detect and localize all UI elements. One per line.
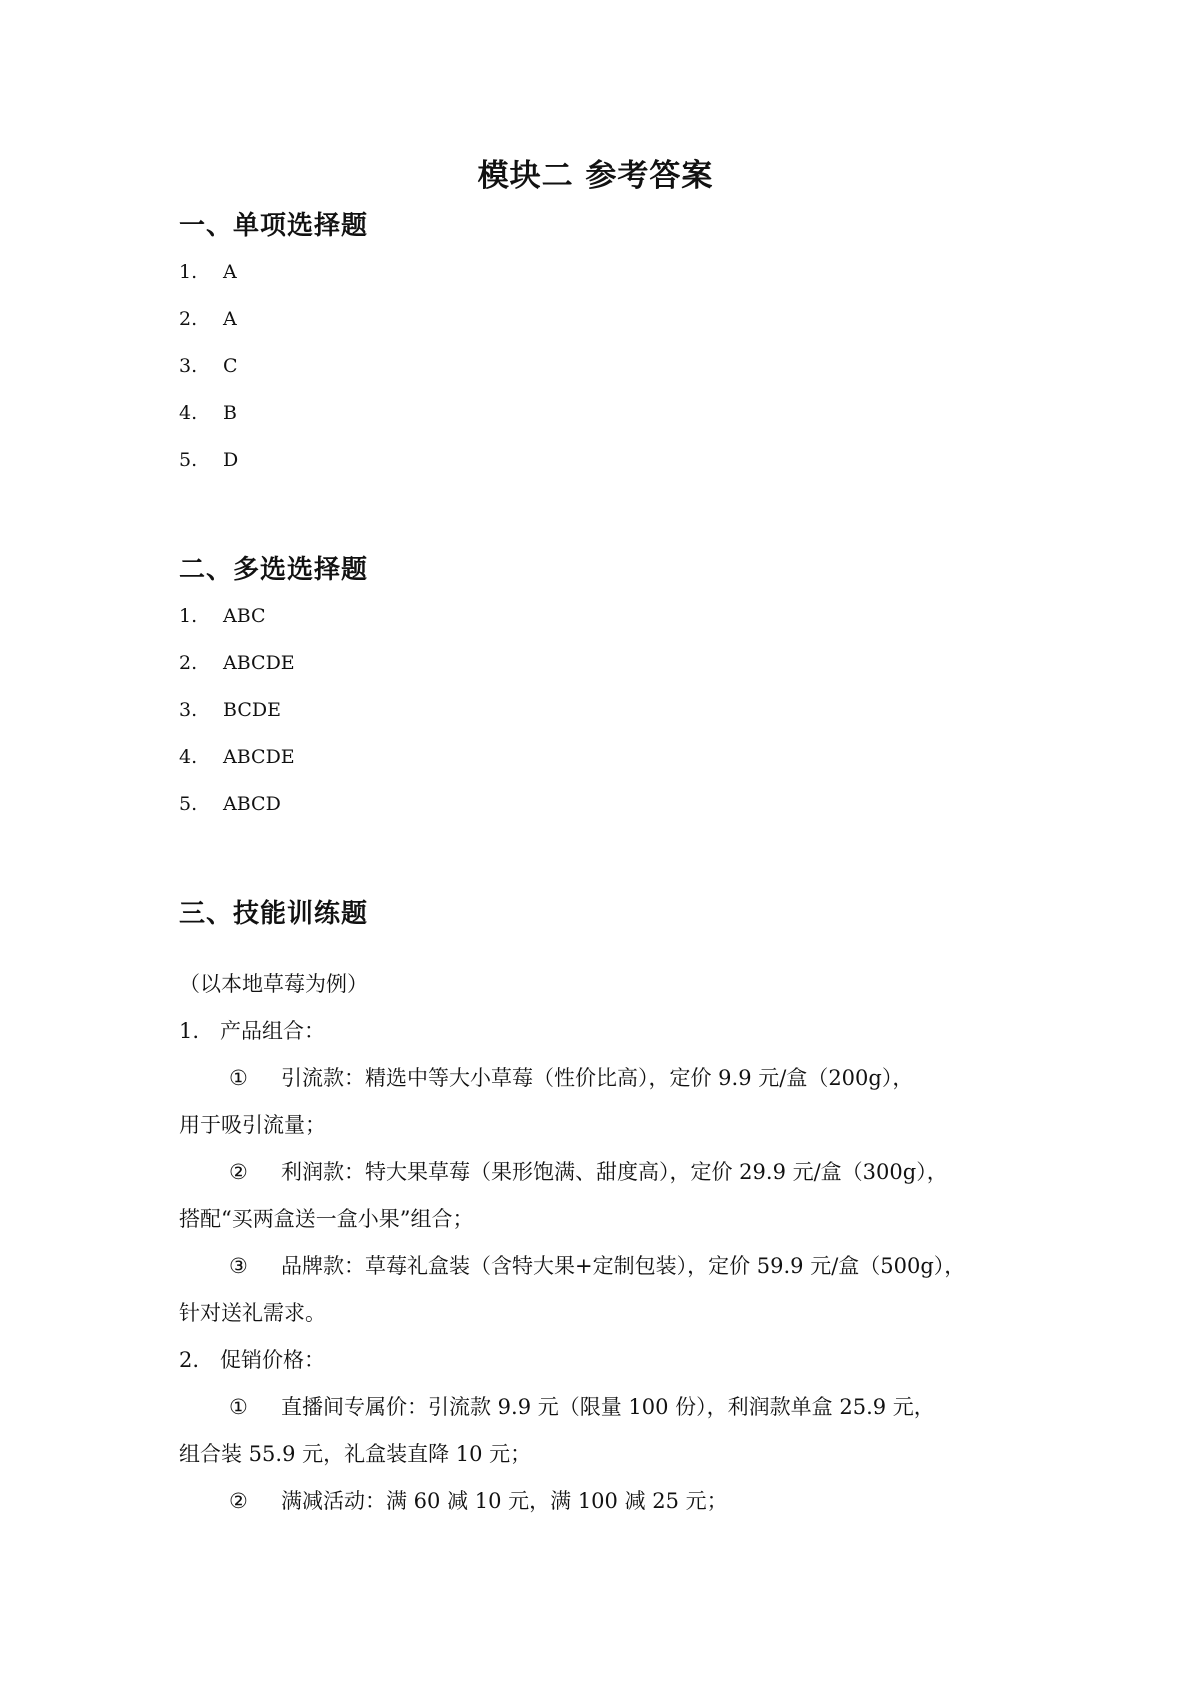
- item-number: 4.: [179, 746, 198, 768]
- list-item: [179, 399, 238, 446]
- item-answer: ABCD: [223, 793, 281, 815]
- item-marker: ②: [229, 1160, 248, 1184]
- item-answer: D: [223, 449, 239, 471]
- answer-line: [179, 1063, 1009, 1110]
- answer-continuation: 组合装 55.9 元，礼盒装直降 10 元；: [179, 1442, 532, 1466]
- item-number: 1.: [179, 605, 198, 627]
- item-number: 3.: [179, 699, 198, 721]
- item-answer: A: [223, 308, 237, 330]
- list-item: [179, 602, 295, 649]
- item-number: 5.: [179, 793, 198, 815]
- answer-line: [179, 1251, 1009, 1298]
- answer-line: [179, 1392, 1009, 1439]
- single-choice-answer-list: [179, 258, 238, 493]
- item-marker: ①: [229, 1066, 248, 1090]
- item-answer: ABC: [223, 605, 266, 627]
- item-number: 1.: [179, 261, 198, 283]
- item-number: 3.: [179, 355, 198, 377]
- answer-text: 直播间专属价：引流款 9.9 元（限量 100 份），利润款单盒 25.9 元，: [281, 1395, 935, 1419]
- answer-continuation: 搭配“买两盒送一盒小果”组合；: [179, 1207, 474, 1231]
- item-answer: BCDE: [223, 699, 281, 721]
- item-marker: ③: [229, 1254, 248, 1278]
- question-label-promo-price: 2. 促销价格：: [179, 1348, 326, 1372]
- list-item: [179, 305, 238, 352]
- list-item: [179, 258, 238, 305]
- answer-continuation: 用于吸引流量；: [179, 1113, 326, 1137]
- item-answer: ABCDE: [223, 746, 295, 768]
- item-number: 4.: [179, 402, 198, 424]
- section-heading-single-choice: 一、单项选择题: [179, 211, 369, 241]
- answer-text: 品牌款：草莓礼盒装（含特大果+定制包装），定价 59.9 元/盒（500g），: [281, 1254, 966, 1278]
- item-answer: A: [223, 261, 237, 283]
- answer-line: [179, 1157, 1009, 1204]
- page-title: 模块二 参考答案: [477, 158, 714, 194]
- answer-text: 引流款：精选中等大小草莓（性价比高），定价 9.9 元/盒（200g），: [281, 1066, 914, 1090]
- list-item: [179, 696, 295, 743]
- answer-continuation: 针对送礼需求。: [179, 1301, 326, 1325]
- item-answer: ABCDE: [223, 652, 295, 674]
- item-answer: B: [223, 402, 237, 424]
- list-item: [179, 649, 295, 696]
- item-marker: ①: [229, 1395, 248, 1419]
- item-number: 2.: [179, 652, 198, 674]
- section-heading-skill-training: 三、技能训练题: [179, 899, 369, 929]
- answer-line: [179, 1486, 1009, 1533]
- list-item: [179, 790, 295, 837]
- answer-text: 满减活动：满 60 减 10 元，满 100 减 25 元；: [281, 1489, 728, 1513]
- question-label-product-mix: 1. 产品组合：: [179, 1019, 326, 1043]
- multi-choice-answer-list: [179, 602, 295, 837]
- example-note: （以本地草莓为例）: [179, 972, 368, 996]
- item-marker: ②: [229, 1489, 248, 1513]
- answer-text: 利润款：特大果草莓（果形饱满、甜度高），定价 29.9 元/盒（300g），: [281, 1160, 948, 1184]
- list-item: [179, 446, 238, 493]
- skill-training-answer: [179, 969, 1009, 1533]
- list-item: [179, 352, 238, 399]
- list-item: [179, 743, 295, 790]
- section-heading-multi-choice: 二、多选选择题: [179, 555, 369, 585]
- item-answer: C: [223, 355, 238, 377]
- item-number: 2.: [179, 308, 198, 330]
- item-number: 5.: [179, 449, 198, 471]
